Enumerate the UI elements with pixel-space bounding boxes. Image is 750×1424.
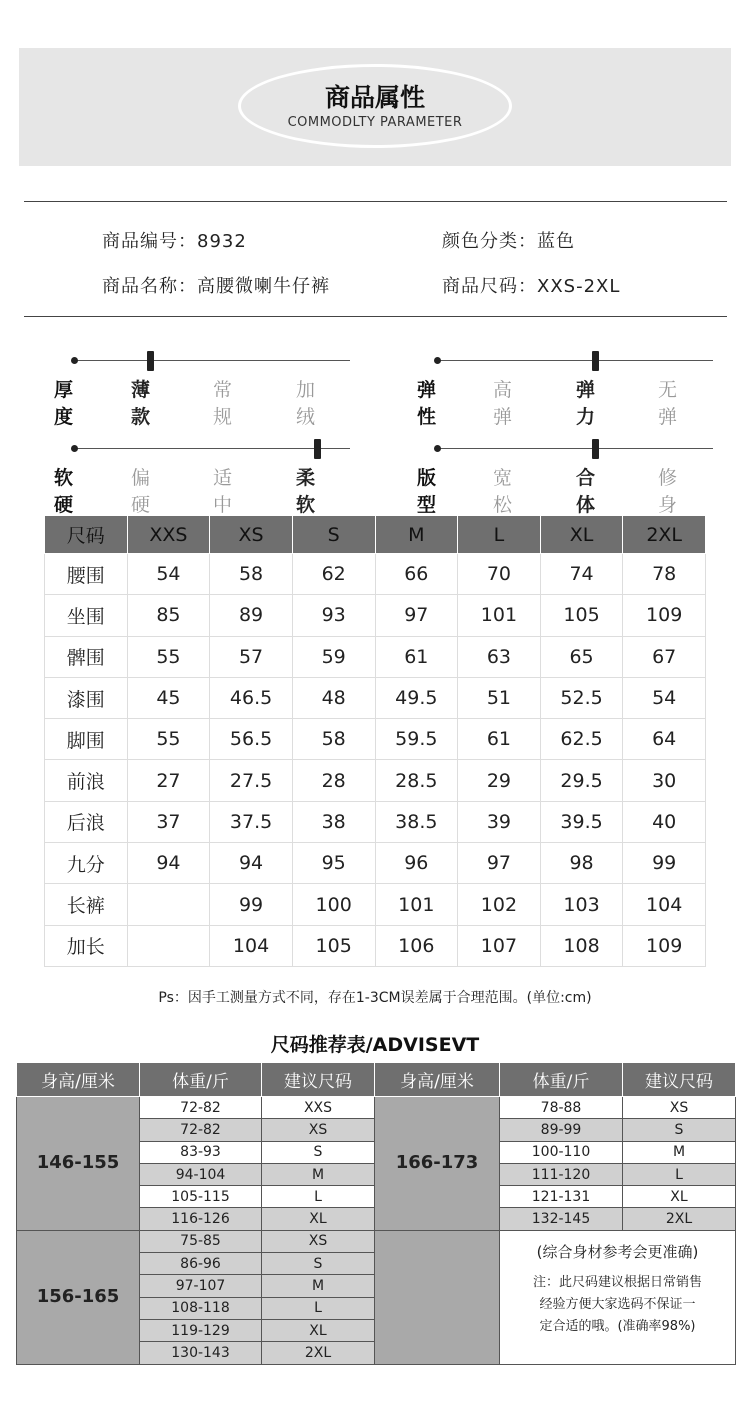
weight-cell: 72-82 — [140, 1097, 262, 1119]
header-cell: L — [458, 516, 541, 554]
slider-marker — [147, 351, 154, 371]
weight-cell: 130-143 — [140, 1342, 262, 1364]
table-cell: 66 — [375, 554, 458, 595]
header-cell: S — [292, 516, 375, 554]
row-label: 长裤 — [45, 884, 128, 925]
size-cell: XS — [623, 1097, 736, 1119]
table-cell: 98 — [540, 843, 623, 884]
slider-start-dot — [71, 445, 78, 452]
table-cell: 94 — [127, 843, 210, 884]
table-cell: 99 — [210, 884, 293, 925]
table-cell: 62 — [292, 554, 375, 595]
row-label: 加长 — [45, 925, 128, 966]
item-number-label: 商品编号： — [102, 231, 197, 252]
table-cell: 102 — [458, 884, 541, 925]
size-cell: S — [262, 1141, 375, 1163]
table-cell: 64 — [623, 719, 706, 760]
row-label: 腰围 — [45, 554, 128, 595]
size-cell: M — [623, 1141, 736, 1163]
size-cell: S — [262, 1253, 375, 1275]
table-cell: 38.5 — [375, 801, 458, 842]
item-size — [442, 272, 620, 298]
recommend-table — [16, 1062, 736, 1365]
row-label: 髀围 — [45, 636, 128, 677]
table-cell: 37 — [127, 801, 210, 842]
attr-option: 宽松 — [493, 467, 513, 516]
table-cell: 62.5 — [540, 719, 623, 760]
size-cell: M — [262, 1163, 375, 1185]
table-cell: 97 — [458, 843, 541, 884]
weight-cell: 83-93 — [140, 1141, 262, 1163]
table-cell: 40 — [623, 801, 706, 842]
table-cell: 37.5 — [210, 801, 293, 842]
header-cell: 建议尺码 — [623, 1063, 736, 1097]
size-cell: S — [623, 1119, 736, 1141]
attr-option: 加绒 — [296, 379, 316, 428]
table-cell: 96 — [375, 843, 458, 884]
size-cell: XL — [262, 1208, 375, 1230]
table-cell: 54 — [623, 677, 706, 718]
weight-cell: 111-120 — [500, 1163, 623, 1185]
table-cell: 54 — [127, 554, 210, 595]
table-cell: 108 — [540, 925, 623, 966]
table-row — [45, 760, 706, 801]
header-cell: M — [375, 516, 458, 554]
table-row — [45, 554, 706, 595]
slider-track — [74, 448, 350, 449]
item-name — [102, 272, 330, 298]
size-cell: L — [623, 1163, 736, 1185]
table-cell: 109 — [623, 925, 706, 966]
table-cell: 27 — [127, 760, 210, 801]
table-cell: 61 — [458, 719, 541, 760]
header-cell: 2XL — [623, 516, 706, 554]
size-cell: XL — [262, 1319, 375, 1341]
weight-cell: 89-99 — [500, 1119, 623, 1141]
weight-cell: 78-88 — [500, 1097, 623, 1119]
attr-label: 弹性 — [417, 379, 437, 428]
table-cell: 74 — [540, 554, 623, 595]
header-cell: XXS — [127, 516, 210, 554]
weight-cell: 97-107 — [140, 1275, 262, 1297]
table-cell — [127, 884, 210, 925]
size-cell: M — [262, 1275, 375, 1297]
row-label: 前浪 — [45, 760, 128, 801]
table-row — [45, 677, 706, 718]
slider-start-dot — [434, 445, 441, 452]
table-cell: 28 — [292, 760, 375, 801]
table-cell: 104 — [210, 925, 293, 966]
table-row — [45, 884, 706, 925]
weight-cell: 75-85 — [140, 1230, 262, 1252]
attr-label: 厚度 — [54, 379, 74, 428]
table-cell: 104 — [623, 884, 706, 925]
attr-option: 偏硬 — [131, 467, 151, 516]
table-cell: 46.5 — [210, 677, 293, 718]
row-label: 后浪 — [45, 801, 128, 842]
attr-option: 合体 — [576, 467, 596, 516]
size-cell: L — [262, 1297, 375, 1319]
size-cell: 2XL — [623, 1208, 736, 1230]
slider-marker — [314, 439, 321, 459]
header-cell: 建议尺码 — [262, 1063, 375, 1097]
table-cell: 93 — [292, 595, 375, 636]
attr-option: 柔软 — [296, 467, 316, 516]
table-cell: 109 — [623, 595, 706, 636]
header-cell: 体重/斤 — [500, 1063, 623, 1097]
row-label: 漆围 — [45, 677, 128, 718]
table-cell: 48 — [292, 677, 375, 718]
table-cell: 57 — [210, 636, 293, 677]
table-cell: 55 — [127, 636, 210, 677]
weight-cell: 119-129 — [140, 1319, 262, 1341]
slider-marker — [592, 351, 599, 371]
item-size-label: 商品尺码： — [442, 276, 537, 297]
table-cell: 101 — [458, 595, 541, 636]
attr-option: 弹力 — [576, 379, 596, 428]
table-cell: 39 — [458, 801, 541, 842]
size-cell: L — [262, 1186, 375, 1208]
table-cell: 70 — [458, 554, 541, 595]
table-cell: 59 — [292, 636, 375, 677]
header-cell: 身高/厘米 — [17, 1063, 140, 1097]
note-main: (综合身材参考会更准确) — [536, 1242, 699, 1261]
table-cell: 45 — [127, 677, 210, 718]
table-row — [45, 843, 706, 884]
table-row — [45, 636, 706, 677]
row-label: 坐围 — [45, 595, 128, 636]
item-name-label: 商品名称： — [102, 276, 197, 297]
page-title: 商品属性 — [324, 83, 425, 112]
table-cell: 55 — [127, 719, 210, 760]
table-cell: 30 — [623, 760, 706, 801]
attr-option: 适中 — [213, 467, 233, 516]
size-cell: XS — [262, 1119, 375, 1141]
table-cell: 95 — [292, 843, 375, 884]
table-cell: 106 — [375, 925, 458, 966]
weight-cell: 100-110 — [500, 1141, 623, 1163]
page-subtitle: COMMODLTY PARAMETER — [287, 115, 463, 130]
weight-cell: 72-82 — [140, 1119, 262, 1141]
measurement-note: Ps：因手工测量方式不同，存在1-3CM误差属于合理范围。(单位:cm) — [158, 990, 592, 1006]
attr-label: 软硬 — [54, 467, 74, 516]
note-line: 定合适的哦。(准确率98%) — [539, 1318, 696, 1334]
table-cell: 29.5 — [540, 760, 623, 801]
table-cell: 78 — [623, 554, 706, 595]
table-row — [45, 719, 706, 760]
item-color — [442, 227, 575, 253]
weight-cell: 121-131 — [500, 1186, 623, 1208]
table-cell: 51 — [458, 677, 541, 718]
height-range: 156-165 — [17, 1230, 140, 1364]
item-name-value: 高腰微喇牛仔裤 — [197, 276, 330, 297]
weight-cell: 86-96 — [140, 1253, 262, 1275]
table-cell: 105 — [292, 925, 375, 966]
table-cell: 97 — [375, 595, 458, 636]
size-table — [44, 515, 706, 967]
table-cell: 85 — [127, 595, 210, 636]
divider — [24, 201, 727, 202]
attr-label: 版型 — [417, 467, 437, 516]
table-cell: 101 — [375, 884, 458, 925]
table-cell — [127, 925, 210, 966]
header-cell: 尺码 — [45, 516, 128, 554]
weight-cell: 94-104 — [140, 1163, 262, 1185]
item-size-value: XXS-2XL — [537, 276, 621, 297]
size-cell: XXS — [262, 1097, 375, 1119]
table-row — [45, 801, 706, 842]
item-number — [102, 227, 247, 253]
table-cell: 38 — [292, 801, 375, 842]
table-row — [17, 1230, 736, 1252]
header-cell: 身高/厘米 — [375, 1063, 500, 1097]
size-table-header — [45, 516, 706, 554]
table-cell: 39.5 — [540, 801, 623, 842]
header-cell: XS — [210, 516, 293, 554]
slider-track — [74, 360, 350, 361]
recommend-title: 尺码推荐表/ADVISEVT — [270, 1034, 480, 1056]
divider — [24, 316, 727, 317]
table-row — [45, 925, 706, 966]
recommend-header — [17, 1063, 736, 1097]
table-cell: 89 — [210, 595, 293, 636]
weight-cell: 116-126 — [140, 1208, 262, 1230]
table-cell: 28.5 — [375, 760, 458, 801]
table-cell: 27.5 — [210, 760, 293, 801]
table-cell: 65 — [540, 636, 623, 677]
size-cell: 2XL — [262, 1342, 375, 1364]
slider-track — [437, 448, 713, 449]
attr-option: 常规 — [213, 379, 233, 428]
note-line: 经验方便大家选码不保证一 — [539, 1296, 696, 1312]
attr-option: 高弹 — [493, 379, 513, 428]
table-cell: 94 — [210, 843, 293, 884]
slider-marker — [592, 439, 599, 459]
table-cell: 59.5 — [375, 719, 458, 760]
table-cell: 58 — [292, 719, 375, 760]
size-cell: XS — [262, 1230, 375, 1252]
item-color-label: 颜色分类： — [442, 231, 537, 252]
table-row — [17, 1097, 736, 1119]
table-cell: 103 — [540, 884, 623, 925]
height-range: 166-173 — [375, 1097, 500, 1231]
table-cell: 63 — [458, 636, 541, 677]
row-label: 九分 — [45, 843, 128, 884]
table-cell: 49.5 — [375, 677, 458, 718]
slider-start-dot — [434, 357, 441, 364]
slider-track — [437, 360, 713, 361]
row-label: 脚围 — [45, 719, 128, 760]
table-cell: 58 — [210, 554, 293, 595]
table-cell: 67 — [623, 636, 706, 677]
height-range: 146-155 — [17, 1097, 140, 1231]
slider-start-dot — [71, 357, 78, 364]
recommend-note — [500, 1230, 736, 1364]
table-cell: 105 — [540, 595, 623, 636]
table-row — [45, 595, 706, 636]
attr-option: 薄款 — [131, 379, 151, 428]
attr-option: 修身 — [658, 467, 678, 516]
item-color-value: 蓝色 — [537, 231, 575, 252]
table-cell: 29 — [458, 760, 541, 801]
table-cell: 100 — [292, 884, 375, 925]
header-cell: 体重/斤 — [140, 1063, 262, 1097]
header-cell: XL — [540, 516, 623, 554]
table-cell: 99 — [623, 843, 706, 884]
empty-cell — [375, 1230, 500, 1364]
table-cell: 52.5 — [540, 677, 623, 718]
table-cell: 56.5 — [210, 719, 293, 760]
weight-cell: 132-145 — [500, 1208, 623, 1230]
note-line: 注：此尺码建议根据日常销售 — [532, 1274, 702, 1290]
attr-option: 无弹 — [658, 379, 678, 428]
item-number-value: 8932 — [197, 231, 247, 252]
weight-cell: 108-118 — [140, 1297, 262, 1319]
table-cell: 61 — [375, 636, 458, 677]
weight-cell: 105-115 — [140, 1186, 262, 1208]
table-cell: 107 — [458, 925, 541, 966]
size-cell: XL — [623, 1186, 736, 1208]
